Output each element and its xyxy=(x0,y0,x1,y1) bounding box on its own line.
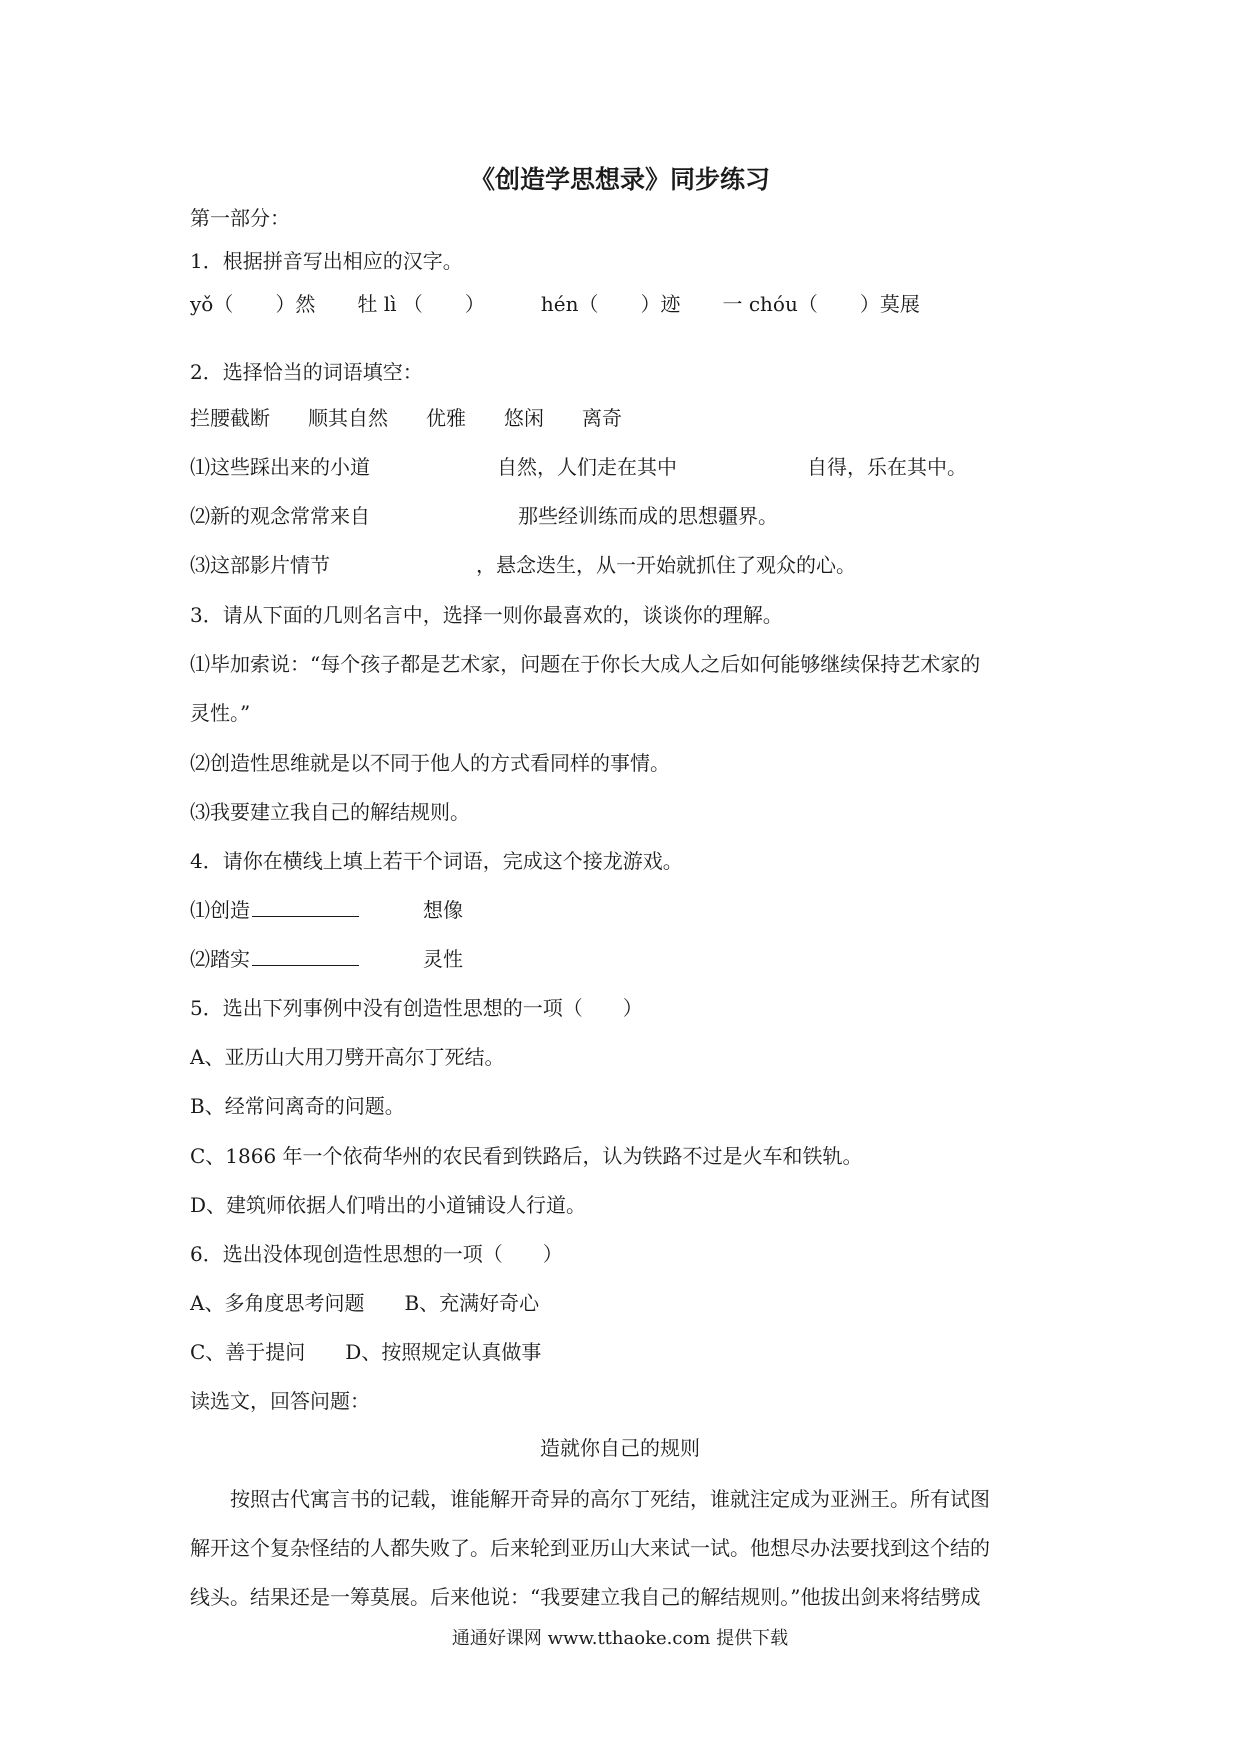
reading-line-2: 解开这个复杂怪结的人都失败了。后来轮到亚历山大来试一试。他想尽办法要找到这个结的 xyxy=(190,1536,990,1560)
question-3-stem: 3．请从下面的几则名言中，选择一则你最喜欢的，谈谈你的理解。 xyxy=(190,603,783,627)
pinyin-4: 一 chóu（ xyxy=(722,292,818,316)
question-5-option-d: D、建筑师依据人们啃出的小道铺设人行道。 xyxy=(190,1193,587,1217)
option-word: 离奇 xyxy=(582,406,622,430)
question-4-row-1 xyxy=(190,896,463,924)
question-2-stem: 2．选择恰当的词语填空： xyxy=(190,360,423,384)
question-1-pinyin-row xyxy=(190,290,920,318)
pinyin-2: 牡 lì （ xyxy=(357,292,423,316)
question-4-stem: 4．请你在横线上填上若干个词语，完成这个接龙游戏。 xyxy=(190,849,683,873)
chain-end: 想像 xyxy=(423,898,463,922)
question-2-sentence-2b: 那些经训练而成的思想疆界。 xyxy=(518,504,778,528)
quote-3: ⑶我要建立我自己的解结规则。 xyxy=(190,800,470,824)
quote-1: ⑴毕加索说：“每个孩子都是艺术家，问题在于你长大成人之后如何能够继续保持艺术家的 xyxy=(190,652,981,676)
part-heading: 第一部分： xyxy=(190,206,290,230)
question-6-options-cd: C、善于提问 D、按照规定认真做事 xyxy=(190,1340,542,1364)
document-title: 《创造学思想录》同步练习 xyxy=(469,165,770,194)
question-2-sentence-2a: ⑵新的观念常常来自 xyxy=(190,504,370,528)
question-2-sentence-3b: ，悬念迭生，从一开始就抓住了观众的心。 xyxy=(476,553,856,577)
reading-intro: 读选文，回答问题： xyxy=(190,1389,370,1413)
reading-title: 造就你自己的规则 xyxy=(540,1436,700,1460)
quote-1-cont: 灵性。” xyxy=(190,701,251,725)
reading-line-3: 线头。结果还是一筹莫展。后来他说：“我要建立我自己的解结规则。”他拔出剑来将结劈成 xyxy=(190,1585,981,1609)
question-5-option-b: B、经常问离奇的问题。 xyxy=(190,1094,405,1118)
question-5-option-c: C、1866 年一个依荷华州的农民看到铁路后，认为铁路不过是火车和铁轨。 xyxy=(190,1144,863,1168)
page-footer: 通通好课网 www.tthaoke.com 提供下载 xyxy=(451,1628,789,1649)
question-2-sentence-3a: ⑶这部影片情节 xyxy=(190,553,330,577)
option-word: 顺其自然 xyxy=(308,406,388,430)
chain-end: 灵性 xyxy=(423,947,463,971)
answer-line[interactable] xyxy=(252,945,359,966)
option-word: 优雅 xyxy=(426,406,466,430)
question-6-stem: 6．选出没体现创造性思想的一项（ ） xyxy=(190,1242,563,1266)
question-2-sentence-1c: 自得，乐在其中。 xyxy=(807,455,967,479)
question-5-stem: 5．选出下列事例中没有创造性思想的一项（ ） xyxy=(190,996,643,1020)
question-5-option-a: A、亚历山大用刀劈开高尔丁死结。 xyxy=(190,1045,505,1069)
question-4-row-2 xyxy=(190,945,463,973)
pinyin-1-tail: ）然 xyxy=(275,292,316,316)
answer-line[interactable] xyxy=(252,896,359,917)
pinyin-4-tail: ）莫展 xyxy=(859,292,920,316)
question-6-options-ab: A、多角度思考问题 B、充满好奇心 xyxy=(190,1291,540,1315)
chain-start: ⑴创造 xyxy=(190,898,250,922)
pinyin-2-tail: ） xyxy=(464,292,485,316)
pinyin-3: hén（ xyxy=(540,292,599,316)
pinyin-1: yǒ（ xyxy=(190,292,234,316)
option-word: 悠闲 xyxy=(504,406,544,430)
question-2-sentence-1a: ⑴这些踩出来的小道 xyxy=(190,455,370,479)
option-word: 拦腰截断 xyxy=(190,406,270,430)
pinyin-3-tail: ）迹 xyxy=(640,292,681,316)
reading-line-1: 按照古代寓言书的记载，谁能解开奇异的高尔丁死结，谁就注定成为亚洲王。所有试图 xyxy=(190,1487,990,1511)
chain-start: ⑵踏实 xyxy=(190,947,250,971)
question-2-options xyxy=(190,404,622,432)
quote-2: ⑵创造性思维就是以不同于他人的方式看同样的事情。 xyxy=(190,751,670,775)
question-2-sentence-1b: 自然，人们走在其中 xyxy=(497,455,677,479)
question-1-stem: 1．根据拼音写出相应的汉字。 xyxy=(190,249,463,273)
